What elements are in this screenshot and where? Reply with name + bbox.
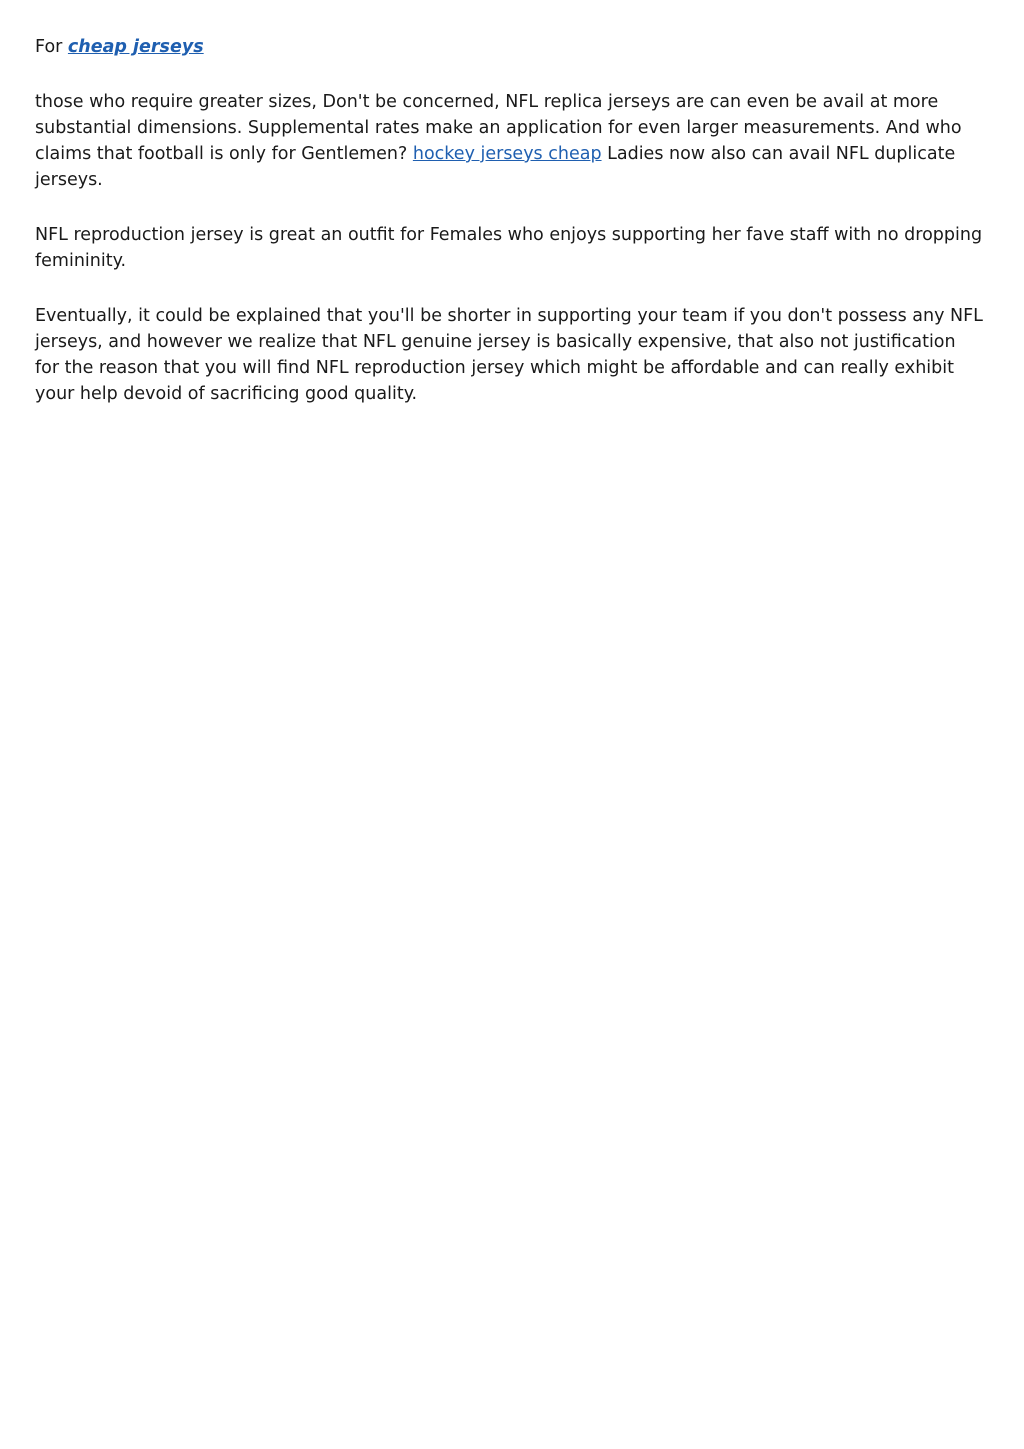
paragraph-sizes xyxy=(35,89,985,193)
hockey-jerseys-cheap-link[interactable]: hockey jerseys cheap xyxy=(412,144,602,164)
paragraph-conclusion: Eventually, it could be explained that you'll be shorter in supporting your team if you don't possess any NFL jerseys, and however we realize that NFL genuine jersey is basically expensive, that also not justification for the reason that you will find NFL reproduction jersey which might be affordable and can really exhibit your help devoid of sacrificing good quality. xyxy=(35,306,983,404)
intro-lead-text: For xyxy=(35,37,68,57)
paragraph-sizes-text-after: Ladies now also can avail NFL duplicate jerseys. xyxy=(35,144,956,190)
intro-line xyxy=(35,34,985,60)
cheap-jerseys-link[interactable]: cheap jerseys xyxy=(67,37,204,57)
paragraph-sizes-text-before: those who require greater sizes, Don't be concerned, NFL replica jerseys are can even be avail at more substantial dimensions. Supplemental rates make an application for even larger measurements. And who claims that football is only for Gentlemen? xyxy=(35,92,962,164)
document-body xyxy=(35,34,985,436)
paragraph-femininity: NFL reproduction jersey is great an outfit for Females who enjoys supporting her fave staff with no dropping femininity. xyxy=(35,225,983,271)
